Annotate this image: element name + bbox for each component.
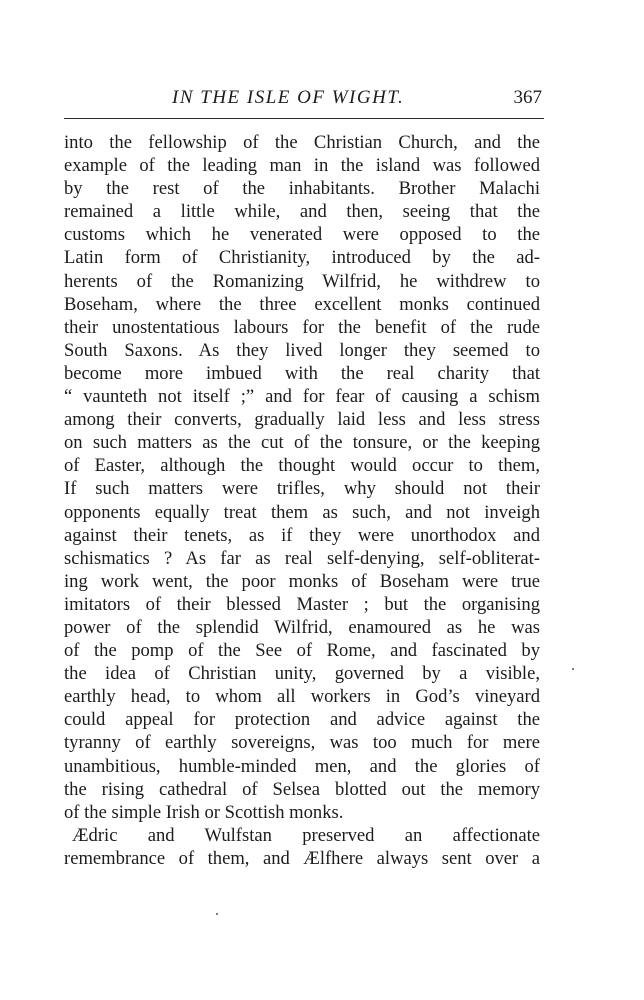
body-text [64, 131, 540, 870]
paragraph-start-line: Ædric and Wulfstan preserved an affectionate [72, 824, 540, 846]
text-line: power of the splendid Wilfrid, enamoured as he was [64, 616, 540, 638]
text-line: If such matters were trifles, why should not their [64, 478, 540, 500]
text-line: South Saxons. As they lived longer they seemed to [64, 339, 540, 361]
text-line: opponents equally treat them as such, and not inveigh [64, 501, 540, 523]
running-head [62, 87, 542, 115]
text-line: the idea of Christian unity, governed by a visible, [64, 663, 540, 685]
text-line: become more imbued with the real charity that [64, 362, 540, 384]
text-line: example of the leading man in the island was followed [64, 155, 540, 177]
text-line: tyranny of earthly sovereigns, was too much for mere [64, 732, 540, 754]
text-line: remained a little while, and then, seeing that the [64, 201, 540, 223]
text-line: “ vaunteth not itself ;” and for fear of causing a schism [64, 386, 540, 408]
text-line: ing work went, the poor monks of Boseham were true [64, 570, 540, 592]
text-line: among their converts, gradually laid less and less stress [64, 409, 540, 431]
text-line: Boseham, where the three excellent monks continued [64, 293, 540, 315]
text-line: herents of the Romanizing Wilfrid, he withdrew to [64, 270, 540, 292]
text-line: of the pomp of the See of Rome, and fascinated by [64, 640, 540, 662]
print-speck [572, 668, 574, 670]
running-title: IN THE ISLE OF WIGHT. [172, 87, 405, 108]
text-line: against their tenets, as if they were unorthodox and [64, 524, 540, 546]
text-line: earthly head, to whom all workers in God’s vineyard [64, 686, 540, 708]
paragraph-end-line: of the simple Irish or Scottish monks. [64, 801, 344, 823]
text-line: imitators of their blessed Master ; but the organising [64, 593, 540, 615]
text-line: remembrance of them, and Ælfhere always sent over a [64, 847, 540, 869]
text-line: on such matters as the cut of the tonsure, or the keeping [64, 432, 540, 454]
text-line: customs which he venerated were opposed to the [64, 224, 540, 246]
text-line: into the fellowship of the Christian Church, and the [64, 132, 540, 153]
header-rule [64, 118, 544, 119]
text-line: of Easter, although the thought would occur to them, [64, 455, 540, 477]
text-line: the rising cathedral of Selsea blotted out the memory [64, 778, 540, 800]
text-line: by the rest of the inhabitants. Brother Malachi [64, 178, 540, 200]
page-number: 367 [513, 87, 542, 108]
text-line: schismatics ? As far as real self-denying, self-obliterat- [64, 547, 540, 569]
text-line: could appeal for protection and advice against the [64, 709, 540, 731]
text-line: unambitious, humble-minded men, and the glories of [64, 755, 540, 777]
text-line: their unostentatious labours for the benefit of the rude [64, 316, 540, 338]
text-line: Latin form of Christianity, introduced by the ad- [64, 247, 540, 269]
print-speck [216, 913, 218, 915]
